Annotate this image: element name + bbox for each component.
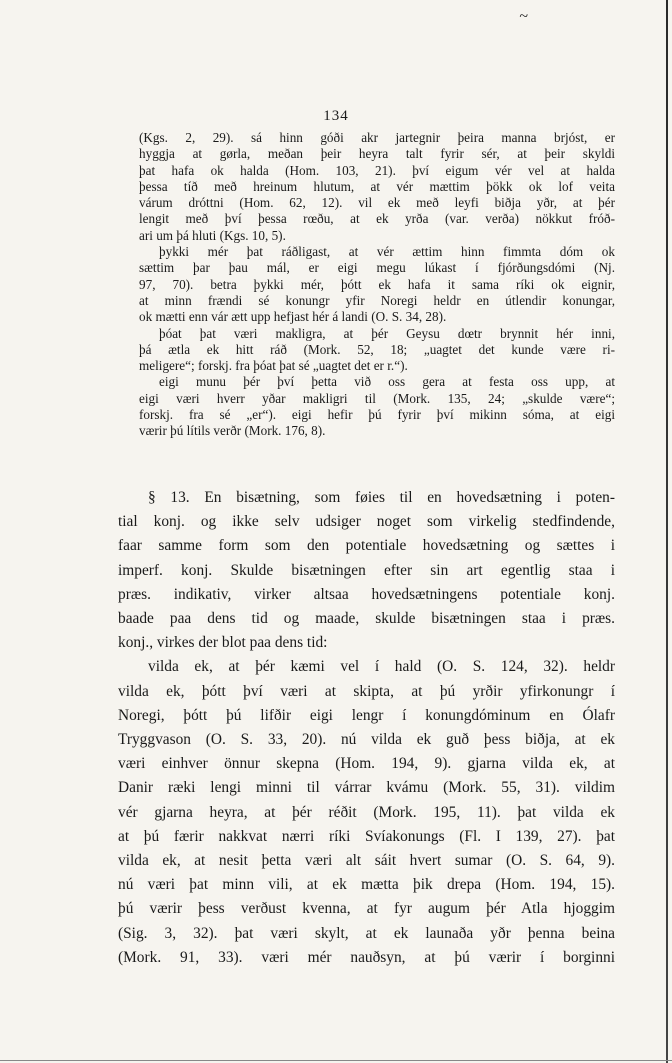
text-line: at þú færir nakkvat nærri ríki Svíakonungs (Fl. I 139, 27). þat [118,827,615,845]
text-line: eigi væri hverr yðar makligri til (Mork. 135, 24; „skulde være“; [139,390,615,406]
text-line: vilda ek, at nesit þetta væri alt sáit hvert sumar (O. S. 64, 9). [118,852,615,870]
corner-mark: ~ [519,8,528,25]
text-line: (Mork. 91, 33). væri mér nauðsyn, at þú værir í borginni [118,948,615,966]
text-line: þóat þat væri makligra, at þér Geysu dœtr brynnit hér inni, [159,325,615,341]
text-line: þat hafa ok halda (Hom. 103, 21). því eigum vér vel at halda [139,162,615,178]
text-line: þá ætla ek hitt ráð (Mork. 52, 18; „uagtet det kunde være ri- [139,341,615,357]
page-number: 134 [323,108,349,124]
text-line: baade paa dens tid og maade, skulde bisætningen staa i præs. [118,610,615,628]
text-line: meligere“; forskj. fra þóat þat sé „uagtet det er r.“). [139,358,408,374]
text-line: imperf. konj. Skulde bisætningen efter sin art egentlig staa i [118,561,615,579]
text-line: þykki mér þat ráðligast, at vér ættim hinn fimmta dóm ok [159,244,615,260]
text-line: væri einhver önnur skepna (Hom. 194, 9). gjarna vilda ek, at [118,755,615,773]
text-line: Tryggvason (O. S. 33, 20). nú vilda ek guð þess biðja, at ek [118,731,615,749]
example-block [139,130,615,440]
text-line: konj., virkes der blot paa dens tid: [118,634,328,652]
text-line: lengit með því þessa rœðu, at ek yrða (var. verða) nökkut fróð- [139,211,615,227]
text-line: nú væri þat minn vili, at ek mætta þik drepa (Hom. 194, 15). [118,876,615,894]
page-edge-right [666,0,668,1063]
text-line: vilda ek, þótt því væri at skipta, at þú yrðir yfirkonungr í [118,682,615,700]
text-line: 97, 70). betra þykki mér, þótt ek hafa it sama ríki ok eignir, [139,276,615,292]
text-line: præs. indikativ, virker altsaa hovedsætningens potentiale konj. [118,585,615,603]
text-line: sættim þar þau mál, er eigi megu lúkast í fjórðungsdómi (Nj. [139,260,615,276]
text-line: værir þú lítils verðr (Mork. 176, 8). [139,423,326,439]
text-line: ari um þá hluti (Kgs. 10, 5). [139,227,286,243]
text-line: Noregi, þótt þú lifðir eigi lengr í konungdóminum en Ólafr [118,706,615,724]
text-line: þú værir þess verðust kvenna, at fyr augum þér Atla hjoggim [118,900,615,918]
text-line: vér gjarna heyra, at þér réðit (Mork. 195, 11). þat vilda ek [118,803,615,821]
text-line: tial konj. og ikke selv udsiger noget som virkelig stedfindende, [118,513,615,531]
text-line: várum dróttni (Hom. 62, 12). vil ek með leyfi biðja yðr, at þér [139,195,615,211]
text-line: at minn frændi sé konungr yfir Noregi heldr en útlendir konungar, [139,292,615,308]
text-line: forskj. fra sé „er“). eigi hefir þú fyrir því mikinn sóma, at eigi [139,407,615,423]
page-edge-bottom [0,1060,672,1061]
text-line: vilda ek, at þér kæmi vel í hald (O. S. 124, 32). heldr [148,658,615,676]
text-line: eigi munu þér því þetta við oss gera at festa oss upp, at [159,374,615,390]
text-line: § 13. En bisætning, som føies til en hovedsætning i poten- [148,489,615,506]
section-13 [118,486,615,970]
text-line: (Sig. 3, 32). þat væri skylt, at ek launaða yðr þenna beina [118,924,615,942]
text-line: Danir ræki lengi minni til várrar kvámu (Mork. 55, 31). vildim [118,779,615,797]
text-line: ok mætti enn vár ætt upp hefjast hér á landi (O. S. 34, 28). [139,309,447,325]
text-line: þessa tíð með hreinum hlutum, at vér mættim þökk ok lof veita [139,178,615,194]
text-line: (Kgs. 2, 29). sá hinn góði akr jartegnir þeira manna brjóst, er [139,130,615,145]
text-line: faar samme form som den potentiale hovedsætning og sættes i [118,537,615,555]
text-line: hyggja at gørla, meðan þeir heyra talt fyrir sér, at þeir skyldi [139,146,615,162]
